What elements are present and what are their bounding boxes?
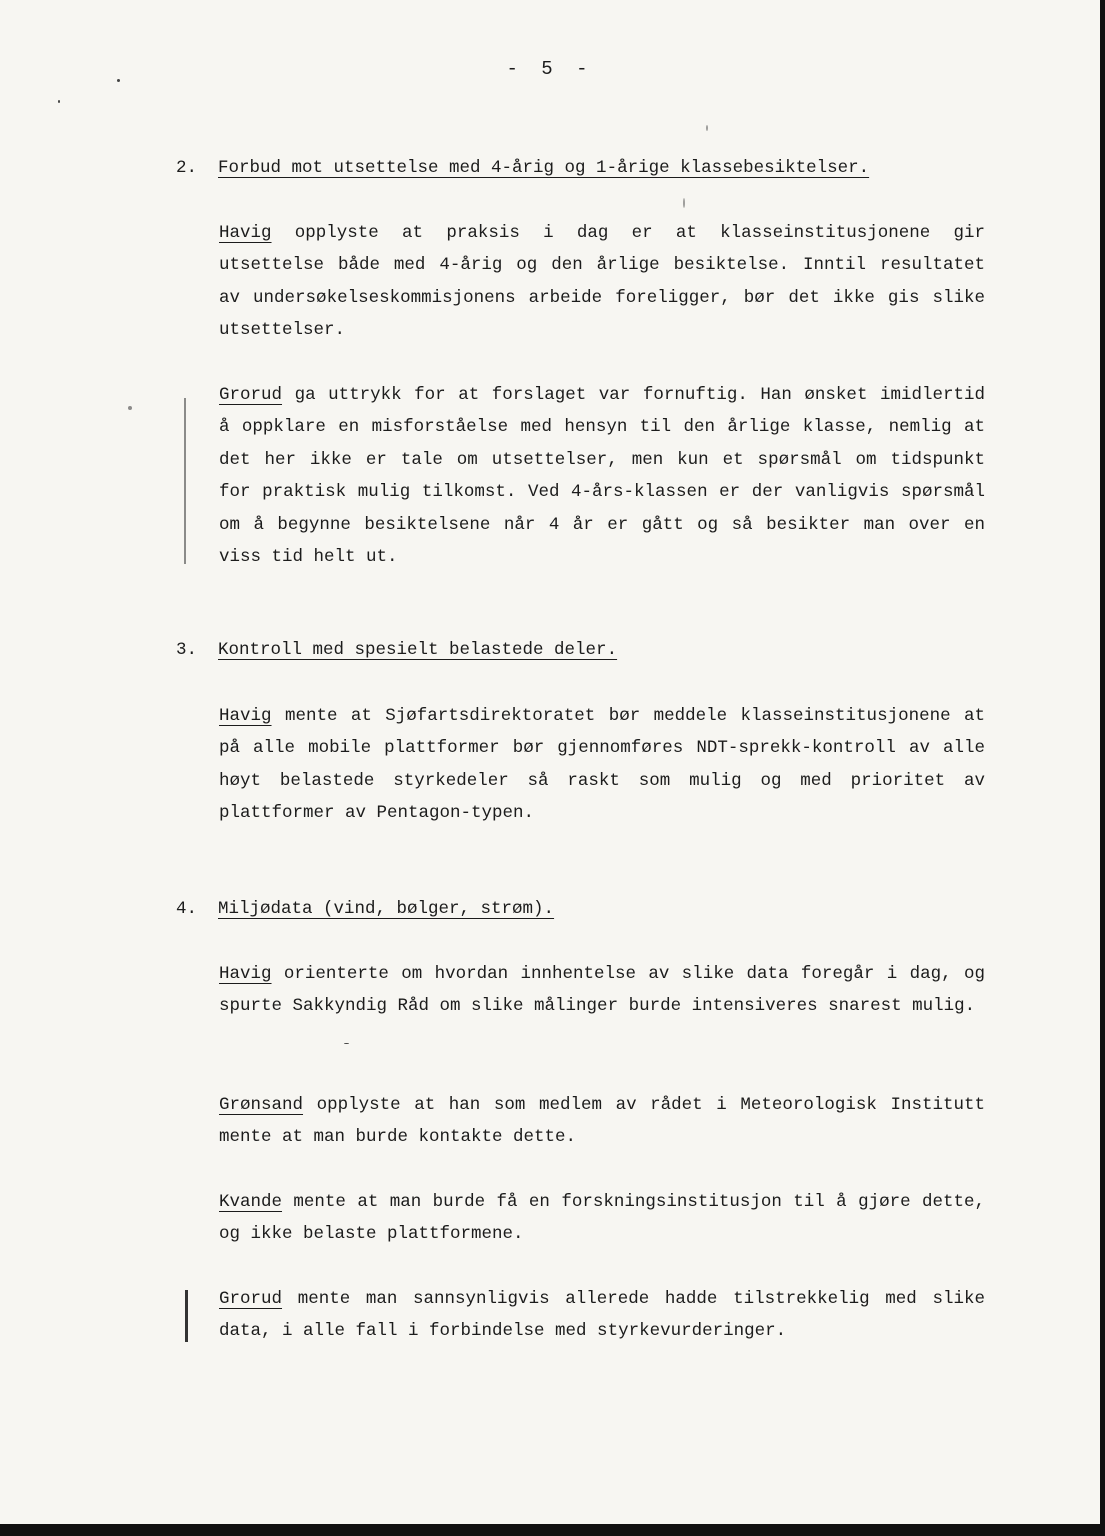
speaker-name: Havig <box>219 706 272 726</box>
paragraph-text: mente man sannsynligvis allerede hadde tilstrekkelig med slike data, i alle fall i forbindelse med styrkevurderinger. <box>219 1289 985 1342</box>
section-number: 2. <box>176 158 198 178</box>
paragraph-text: orienterte om hvordan innhentelse av slike data foregår i dag, og spurte Sakkyndig Råd om slike målinger burde intensiveres snarest mulig. <box>219 964 985 1017</box>
scan-speck <box>128 406 132 410</box>
section-number: 3. <box>176 640 198 660</box>
section-title: Forbud mot utsettelse med 4-årig og 1-årige klassebesiktelser. <box>218 158 870 178</box>
speaker-name: Grorud <box>219 385 283 405</box>
section-title: Kontroll med spesielt belastede deler. <box>218 640 618 660</box>
margin-change-bar <box>184 398 186 564</box>
scan-speck <box>683 198 685 208</box>
paragraph-text: ga uttrykk for at forslaget var fornuftig. Han ønsket imidlertid å oppklare en misforståelse med hensyn til den årlige klasse, nemlig at det her ikke er tale om utsettelser, men kun et spørsmål om tidspunkt for praktisk mulig tilkomst. Ved 4-års-klassen er der vanligvis spørsmål om å begynne besiktelsene når 4 år er gått og så besikter man over en viss tid helt ut. <box>219 385 985 568</box>
scan-speck <box>344 1043 349 1044</box>
paragraph-grorud-klasse <box>219 379 985 573</box>
scan-speck <box>706 125 708 131</box>
paragraph-gronsand <box>219 1089 985 1154</box>
section-title: Miljødata (vind, bølger, strøm). <box>218 899 555 919</box>
paragraph-text: opplyste at praksis i dag er at klasseinstitusjonene gir utsettelse både med 4-årig og den årlige besiktelse. Inntil resultatet av undersøkelseskommisjonens arbeide foreligger, bør det ikke gis slike utsettelser. <box>219 223 985 341</box>
paragraph-text: opplyste at han som medlem av rådet i Meteorologisk Institutt mente at man burde kontakte dette. <box>219 1095 985 1148</box>
margin-change-bar <box>185 1290 188 1342</box>
page-number: - 5 - <box>506 58 594 80</box>
speaker-name: Grønsand <box>219 1095 304 1115</box>
speaker-name: Kvande <box>219 1192 283 1212</box>
scan-speck <box>117 79 120 82</box>
section-number: 4. <box>176 899 198 919</box>
paragraph-text: mente at man burde få en forskningsinstitusjon til å gjøre dette, og ikke belaste plattformene. <box>219 1192 985 1245</box>
paragraph-text: mente at Sjøfartsdirektoratet bør meddele klasseinstitusjonene at på alle mobile plattformer bør gjennomføres NDT-sprekk-kontroll av alle høyt belastede styrkedeler så raskt som mulig og med prioritet av plattformer av Pentagon-typen. <box>219 706 985 824</box>
paragraph-kvande <box>219 1186 985 1251</box>
paragraph-havig-miljodata <box>219 958 985 1023</box>
paragraph-havig-kontroll <box>219 700 985 830</box>
speaker-name: Grorud <box>219 1289 283 1309</box>
paragraph-havig-utsettelse <box>219 217 985 347</box>
scan-speck <box>58 100 60 103</box>
paragraph-grorud-data <box>219 1283 985 1348</box>
speaker-name: Havig <box>219 964 272 984</box>
speaker-name: Havig <box>219 223 272 243</box>
